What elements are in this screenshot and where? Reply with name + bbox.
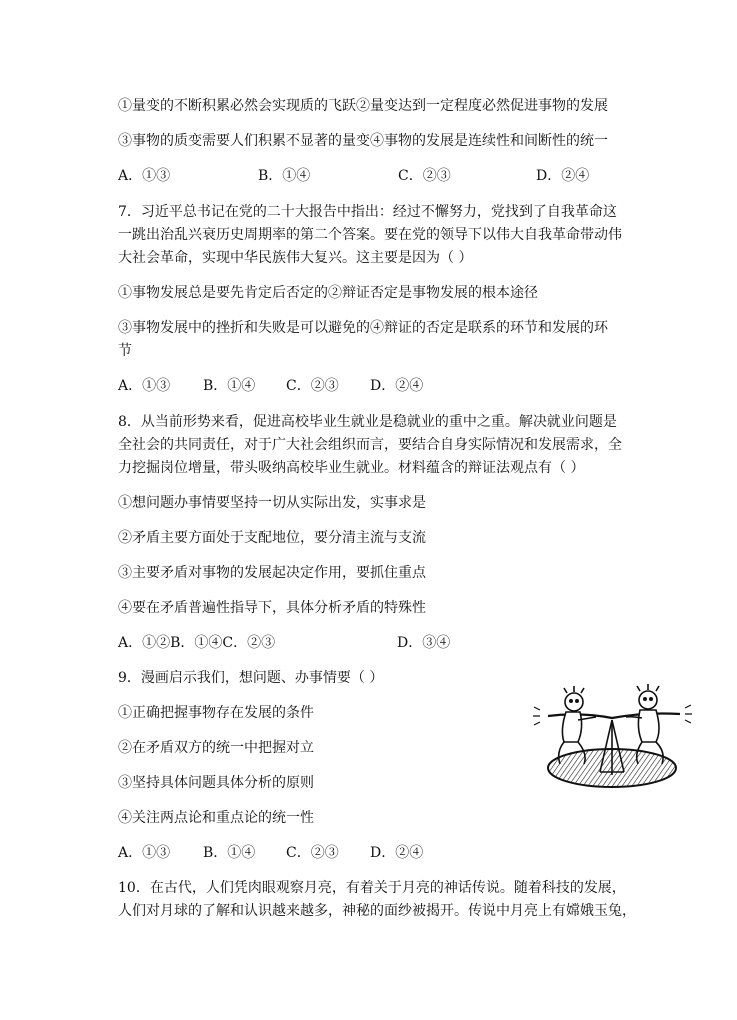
q6-choice-c: C．②③ (398, 168, 451, 184)
q9-option-3: ③坚持具体问题具体分析的原则 (118, 775, 314, 791)
q8-option-3: ③主要矛盾对事物的发展起决定作用，要抓住重点 (118, 565, 426, 581)
q7-option-3-4-line-2: 节 (118, 343, 132, 359)
q9-choices (118, 843, 438, 863)
q10-stem-line-1: 10．在古代，人们凭肉眼观察月亮，有着关于月亮的神话传说。随着科技的发展， (118, 880, 626, 896)
q6-choices (118, 166, 598, 186)
q8-stem-line-1: 8．从当前形势来看，促进高校毕业生就业是稳就业的重中之重。解决就业问题是 (118, 414, 617, 430)
q6-choice-a: A．①③ (118, 168, 171, 184)
q7-choice-d: D．②④ (370, 378, 424, 394)
q8-option-2: ②矛盾主要方面处于支配地位，要分清主流与支流 (118, 530, 426, 546)
q10-stem-line-2: 人们对月球的了解和认识越来越多，神秘的面纱被揭开。传说中月亮上有嫦娥玉兔， (118, 903, 636, 919)
q8-stem-line-3: 力挖掘岗位增量，带头吸纳高校毕业生就业。材料蕴含的辩证法观点有（ ） (118, 460, 585, 476)
q7-option-1-2: ①事物发展总是要先肯定后否定的②辩证否定是事物发展的根本途径 (118, 285, 538, 301)
q9-option-2: ②在矛盾双方的统一中把握对立 (118, 740, 314, 756)
q8-option-1: ①想问题办事情要坚持一切从实际出发，实事求是 (118, 495, 426, 511)
q7-choice-a: A．①③ (118, 378, 171, 394)
q8-choice-d: D．③④ (397, 635, 451, 651)
q6-option-1-2: ①量变的不断积累必然会实现质的飞跃②量变达到一定程度必然促进事物的发展 (118, 98, 608, 114)
q8-choices (118, 633, 458, 653)
q7-option-3-4-line-1: ③事物发展中的挫折和失败是可以避免的④辩证的否定是联系的环节和发展的环 (118, 320, 608, 336)
q7-stem-line-2: 一跳出治乱兴衰历史周期率的第二个答案。要在党的领导下以伟大自我革命带动伟 (118, 227, 622, 243)
q9-choice-b: B．①④ (203, 845, 256, 861)
q8-option-4: ④要在矛盾普遍性指导下，具体分析矛盾的特殊性 (118, 600, 426, 616)
q6-option-3-4: ③事物的质变需要人们积累不显著的量变④事物的发展是连续性和间断性的统一 (118, 133, 608, 149)
q8-choices-a-b-c: A．①②B．①④C．②③ (118, 635, 276, 651)
q8-stem-line-2: 全社会的共同责任，对于广大社会组织而言，要结合自身实际情况和发展需求，全 (118, 437, 622, 453)
q6-choice-d: D．②④ (536, 168, 590, 184)
q7-choices (118, 376, 438, 396)
q9-option-4: ④关注两点论和重点论的统一性 (118, 810, 314, 826)
q7-stem-line-1: 7．习近平总书记在党的二十大报告中指出：经过不懈努力，党找到了自我革命这 (118, 204, 617, 220)
q9-choice-d: D．②④ (370, 845, 424, 861)
q9-choice-a: A．①③ (118, 845, 171, 861)
q9-stem: 9．漫画启示我们，想问题、办事情要（ ） (118, 670, 384, 686)
q9-option-1: ①正确把握事物存在发展的条件 (118, 705, 314, 721)
q7-stem-line-3: 大社会革命，实现中华民族伟大复兴。这主要是因为（ ） (118, 250, 473, 266)
cartoon-illustration (530, 680, 695, 790)
q9-choice-c: C．②③ (286, 845, 339, 861)
q7-choice-b: B．①④ (203, 378, 256, 394)
q6-choice-b: B．①④ (258, 168, 311, 184)
q7-choice-c: C．②③ (286, 378, 339, 394)
